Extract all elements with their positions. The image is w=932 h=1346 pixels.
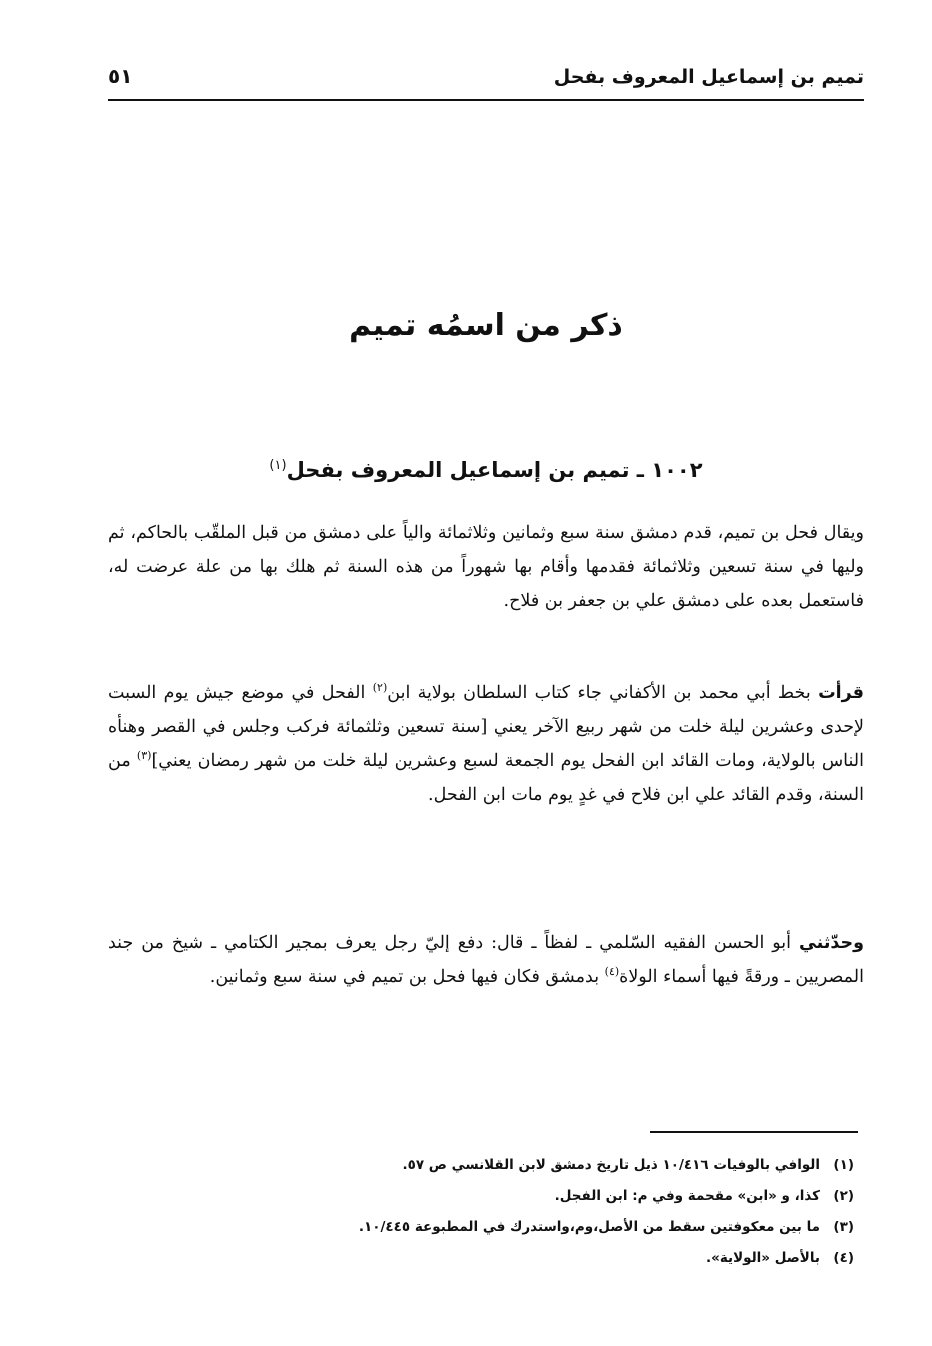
footnote-2 [108,1181,864,1212]
paragraph-2 [108,676,864,812]
footnote-1 [108,1150,864,1181]
paragraph-lead-word: وحدّثني [798,933,864,953]
running-title: تميم بن إسماعيل المعروف بفحل [553,66,864,88]
footnote-4 [108,1243,864,1274]
paragraph-text: أبو الحسن الفقيه السّلمي ـ لفظاً ـ قال: دفع إليّ رجل يعرف بمجير الكتامي ـ شيخ من جند المصريين ـ ورقةً فيها أسماء الولاة [108,933,864,987]
footnote-ref-1: (١) [269,458,287,473]
paragraph-text: بدمشق فكان فيها فحل بن تميم في سنة سبع وثمانين. [209,967,605,987]
footnote-number: (٤) [833,1250,854,1266]
page-number: ٥١ [108,64,133,88]
footnote-number: (٣) [833,1219,854,1235]
footnote-3 [108,1212,864,1243]
footnote-text: كذا، و «ابن» مقحمة وفي م: ابن الفجل. [554,1188,820,1204]
footnote-number: (٢) [833,1188,854,1204]
entry-heading-text: ١٠٠٢ ـ تميم بن إسماعيل المعروف بفحل [286,458,703,482]
footnotes [108,1150,864,1274]
footnote-text: الوافي بالوفيات ١٠/٤١٦ ذيل تاريخ دمشق لابن القلانسي ص ٥٧. [402,1157,820,1173]
header-divider [108,99,864,101]
footnote-number: (١) [833,1157,854,1173]
paragraph-3 [108,926,864,994]
footnote-text: ما بين معكوفتين سقط من الأصل،وم،واستدرك في المطبوعة ١٠/٤٤٥. [358,1219,820,1235]
paragraph-lead-word: قرأت [818,683,864,703]
footnote-text: بالأصل «الولاية». [705,1250,820,1266]
paragraph-1: ويقال فحل بن تميم، قدم دمشق سنة سبع وثمانين وثلاثمائة والياً على دمشق من قبل الملقّب بالحاكم، ثم وليها في سنة تسعين وثلاثمائة فقدمها وأقام بها شهوراً من هذه السنة ثم هلك بها من علة عرضت له، فاستعمل بعده على دمشق علي بن جعفر بن فلاح. [108,523,864,611]
chapter-title: ذكر من اسمُه تميم [349,308,623,343]
page-header [108,60,864,96]
footnote-divider [650,1131,858,1133]
paragraph-text: بخط أبي محمد بن الأكفاني جاء كتاب السلطان بولاية ابن [387,683,819,703]
footnote-ref-2: (٢) [372,681,388,695]
paragraph-text: من السنة، وقدم القائد علي ابن فلاح في غدٍ يوم مات ابن الفحل. [108,751,864,805]
paragraph-text: الفحل في موضع جيش يوم السبت لإحدى وعشرين ليلة خلت من شهر ربيع الآخر يعني [سنة تسعين وثلثمائة فركب وجلس في القصر وهنأه الناس بالولاية، ومات القائد ابن الفحل يوم الجمعة لسبع وعشرين ليلة خلت من شهر رمضان يعني] [108,683,864,771]
footnote-ref-3: (٣) [136,749,152,763]
entry-heading [108,458,864,482]
footnote-ref-4: (٤) [604,965,620,979]
